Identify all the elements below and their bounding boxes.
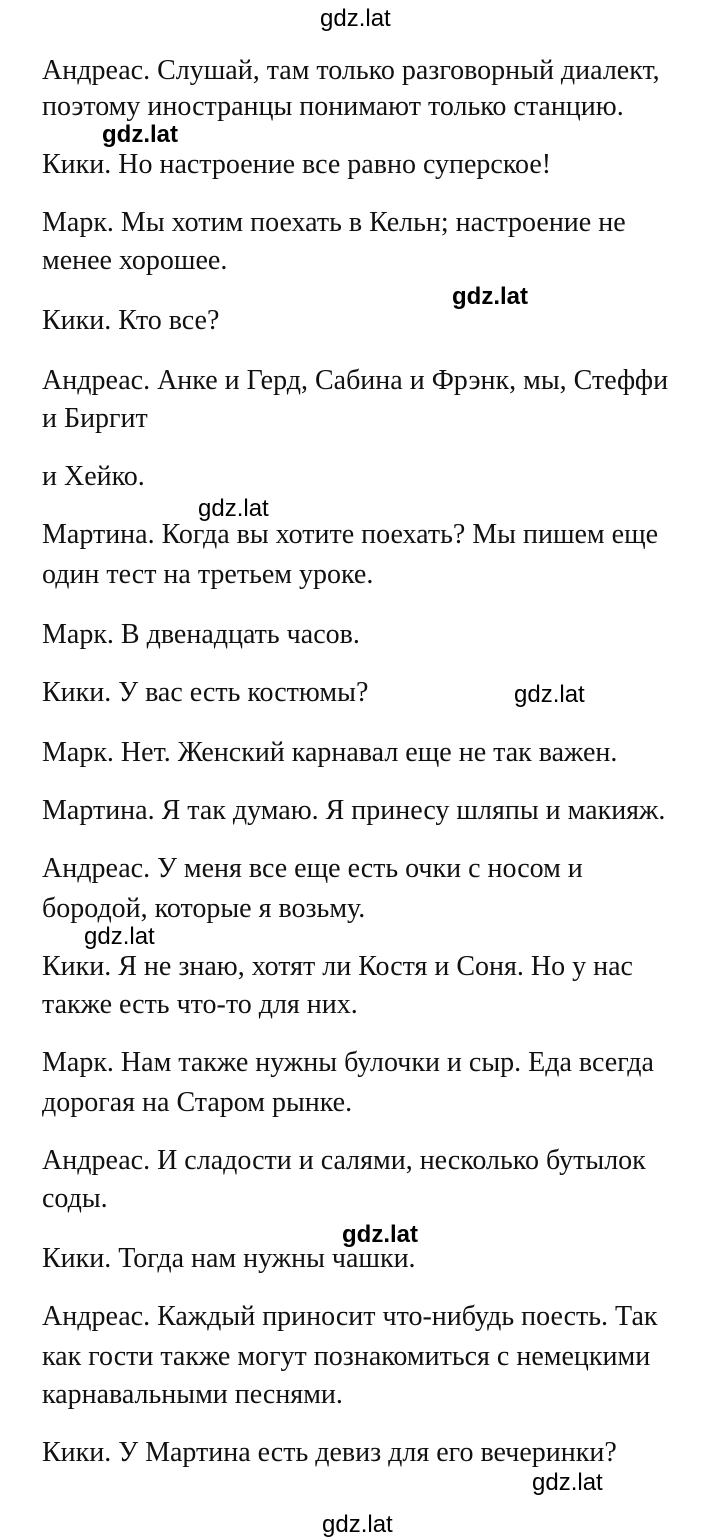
watermark: gdz.lat	[84, 923, 155, 950]
text-line: Марк. Нет. Женский карнавал еще не так важен.	[42, 737, 618, 768]
watermark: gdz.lat	[342, 1221, 418, 1248]
text-line: Кики. У вас есть костюмы?	[42, 677, 369, 708]
text-line: также есть что-то для них.	[42, 989, 358, 1020]
text-line: Марк. В двенадцать часов.	[42, 619, 360, 650]
watermark: gdz.lat	[198, 495, 269, 522]
text-line: карнавальными песнями.	[42, 1379, 343, 1410]
watermark: gdz.lat	[452, 283, 528, 310]
text-line: Кики. Но настроение все равно суперское!	[42, 149, 552, 180]
text-line: один тест на третьем уроке.	[42, 559, 374, 590]
text-line: Марк. Нам также нужны булочки и сыр. Еда всегда	[42, 1047, 654, 1078]
watermark: gdz.lat	[322, 1511, 393, 1538]
text-line: Кики. Я не знаю, хотят ли Костя и Соня. Но у нас	[42, 951, 633, 982]
text-line: соды.	[42, 1183, 108, 1214]
text-line: Мартина. Когда вы хотите поехать? Мы пишем еще	[42, 519, 659, 550]
text-line: Андреас. Слушай, там только разговорный диалект,	[42, 55, 660, 86]
watermark: gdz.lat	[514, 681, 585, 708]
text-line: Андреас. Каждый приносит что-нибудь поесть. Так	[42, 1301, 658, 1332]
text-line: менее хорошее.	[42, 245, 228, 276]
text-line: Андреас. И сладости и салями, несколько бутылок	[42, 1145, 646, 1176]
text-line: поэтому иностранцы понимают только станцию.	[42, 91, 624, 122]
watermark: gdz.lat	[532, 1469, 603, 1496]
text-line: дорогая на Старом рынке.	[42, 1087, 353, 1118]
text-line: как гости также могут познакомиться с немецкими	[42, 1341, 651, 1372]
watermark: gdz.lat	[102, 121, 178, 148]
text-line: бородой, которые я возьму.	[42, 893, 366, 924]
text-line: Кики. Кто все?	[42, 305, 220, 336]
text-line: Мартина. Я так думаю. Я принесу шляпы и макияж.	[42, 795, 666, 826]
text-line: и Биргит	[42, 403, 148, 434]
text-line: Кики. Тогда нам нужны чашки.	[42, 1243, 416, 1274]
text-line: Андреас. У меня все еще есть очки с носом и	[42, 853, 583, 884]
text-line: Кики. У Мартина есть девиз для его вечеринки?	[42, 1437, 617, 1468]
text-line: Марк. Мы хотим поехать в Кельн; настроение не	[42, 207, 626, 238]
text-line: Андреас. Анке и Герд, Сабина и Фрэнк, мы, Стеффи	[42, 365, 669, 396]
text-line: и Хейко.	[42, 461, 145, 492]
watermark: gdz.lat	[320, 5, 391, 32]
